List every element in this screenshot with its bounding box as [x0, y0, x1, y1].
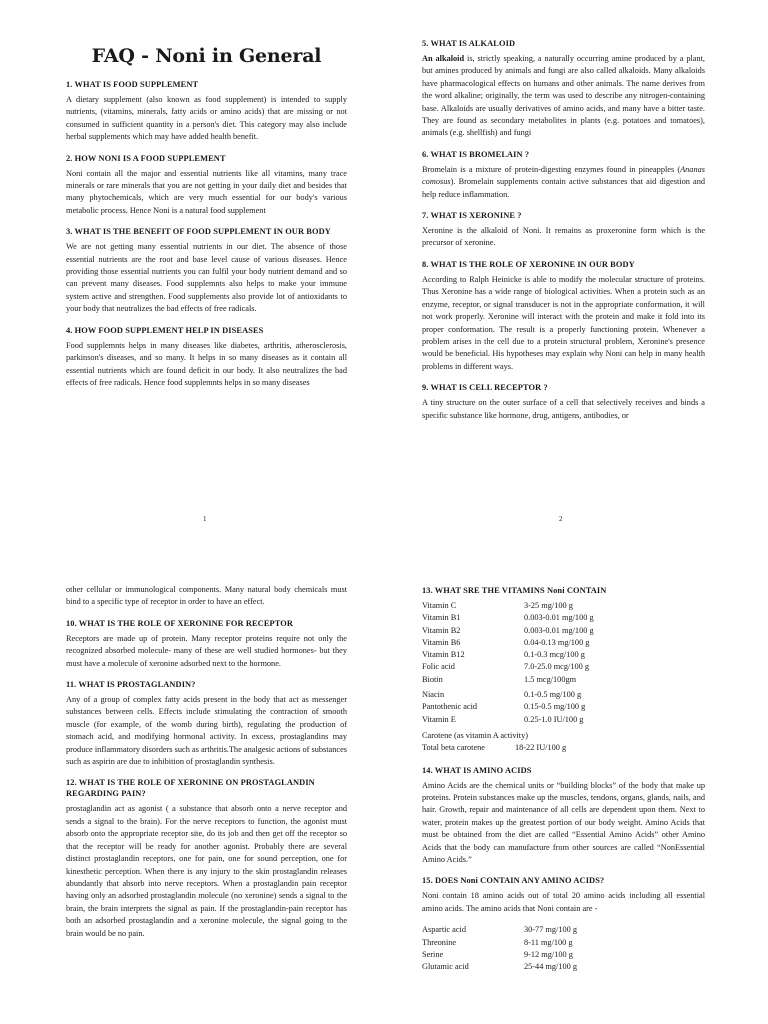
section-heading: 12. WHAT IS THE ROLE OF XERONINE ON PROSTAGLANDIN REGARDING PAIN? — [66, 778, 315, 799]
section-heading: 8. WHAT IS THE ROLE OF XERONINE IN OUR BODY — [422, 259, 635, 269]
section-body: A tiny structure on the outer surface of a cell that selectively receives and binds a specific substance like hormone, drug, antigens, antibodies, or — [422, 398, 705, 420]
table-row — [422, 714, 705, 726]
table-row — [422, 600, 705, 612]
vitamin-value: 7.0-25.0 mcg/100 g — [524, 662, 589, 672]
table-row — [422, 674, 705, 686]
table-row — [422, 649, 705, 661]
vitamin-name: Vitamin B6 — [422, 637, 461, 647]
beta-carotene-value: 18-22 IU/100 g — [515, 743, 567, 753]
vitamin-value: 0.15-0.5 mg/100 g — [524, 702, 586, 712]
amino-acid-value: 25-44 mg/100 g — [524, 962, 578, 972]
vitamin-name: Pantothenic acid — [422, 702, 478, 712]
section-body — [422, 53, 705, 140]
amino-acid-name: Glutamic acid — [422, 962, 469, 972]
table-row — [422, 661, 705, 673]
page-2 — [384, 0, 768, 523]
section-body: Receptors are made up of protein. Many receptor proteins require not only the recognized absorbed molecule- many of these are well studied hormones- but they must have a molecule of xeronine adsorbed next to the hormone. — [66, 633, 347, 668]
vitamin-name: Vitamin B2 — [422, 625, 461, 635]
table-row — [422, 924, 705, 936]
section-body: Any of a group of complex fatty acids present in the body that act as messenger substances between cells. Effects include stimulating the contraction of smooth muscle (for example, of the womb during birth), regulating the production of stomach acid, and modifying hormonal activity. In excess, prostaglandins may produce inflammatory disorders such as arthritis.The analgesic actions of substances such as aspirin are due to inhibition of prostaglandin synthesis. — [66, 695, 347, 767]
page-3 — [0, 512, 384, 1024]
page-1-content — [66, 0, 347, 398]
section-heading: 1. WHAT IS FOOD SUPPLEMENT — [66, 80, 199, 89]
document-title: FAQ - Noni in General — [91, 45, 322, 67]
section-body: A dietary supplement (also known as food supplement) is intended to supply nutrients, (vitamins, minerals, fatty acids or amino acids) that are missing or not consumed in sufficient quantity in a person's diet. This category may also include herbal supplements which may have added health benefit. — [66, 95, 347, 142]
table-row — [422, 961, 705, 973]
table-row — [422, 686, 705, 701]
table-row — [422, 937, 705, 949]
page-4 — [384, 512, 768, 1024]
vitamin-name: Vitamin B1 — [422, 613, 461, 623]
beta-carotene-row — [422, 742, 705, 754]
amino-acid-value: 30-77 mg/100 g — [524, 925, 578, 935]
section-body: Noni contain 18 amino acids out of total 20 amino acids including all essential amino acids. The amino acids that Noni contain are - — [422, 891, 705, 913]
vitamin-name: Biotin — [422, 674, 443, 684]
section-body: We are not getting many essential nutrients in our diet. The absence of those essential nutrients are the root and base level cause of various diseases. Hence providing those essential nutrients you can fulfil your body nutrient demand and so can prevent many diseases. Food supplemnts also helps to make your immune system active and strengthen. Food supplements also provide lot of antioxidants to your body that neutralizes the bad effects of free radicals. — [66, 242, 347, 314]
vitamin-name: Folic acid — [422, 662, 455, 672]
vitamin-value: 1.5 mcg/100gm — [524, 674, 577, 684]
section-heading: 5. WHAT IS ALKALOID — [422, 39, 516, 48]
table-row — [422, 637, 705, 649]
section-body: Xeronine is the alkaloid of Noni. It remains as proxeronine form which is the precursor of xeronine. — [422, 226, 705, 248]
section-heading: 6. WHAT IS BROMELAIN ? — [422, 149, 530, 159]
page-1 — [0, 0, 384, 523]
section-heading: 4. HOW FOOD SUPPLEMENT HELP IN DISEASES — [66, 325, 264, 335]
beta-carotene-name: Total beta carotene — [422, 743, 485, 753]
vitamin-value: 0.003-0.01 mg/100 g — [524, 625, 594, 635]
page-2-content — [422, 38, 705, 431]
page-4-content — [422, 585, 705, 977]
section-heading: 13. WHAT SRE THE VITAMINS Noni CONTAIN — [422, 586, 607, 595]
vitamin-table — [422, 600, 705, 726]
section-body: According to Ralph Heinicke is able to modify the molecular structure of proteins. Thus Xeronine has a wide range of biological activities. When a protein such as an enzyme, receptor, or signal transducer is not in the appropriate conformation, it will not work properly. Xeronine will interact with the protein and make it fold into its proper conformation. The result is a properly functioning protein. Whenever a problem arises in the cell due to a protein structural problem, Xeronine's presence would be beneficial. His hypotheses may explain why Noni can help in many health problems in different ways. — [422, 274, 705, 371]
vitamin-name: Vitamin C — [422, 601, 457, 610]
vitamin-value: 0.1-0.5 mg/100 g — [524, 690, 582, 700]
continuation-text: other cellular or immunological components. Many natural body chemicals must bind to a specific type of receptor in order to have an effect. — [66, 585, 347, 607]
amino-acid-value: 9-12 mg/100 g — [524, 949, 573, 959]
section-body — [422, 164, 705, 201]
table-row — [422, 612, 705, 624]
table-row — [422, 949, 705, 961]
bromelain-body-after: ). Bromelain supplements contain active substances that aid digestion and help reduce inflammation. — [422, 177, 705, 199]
section-heading: 15. DOES Noni CONTAIN ANY AMINO ACIDS? — [422, 876, 605, 886]
alkaloid-lead: An alkaloid — [422, 54, 465, 63]
section-heading: 7. WHAT IS XERONINE ? — [422, 211, 522, 221]
section-heading: 9. WHAT IS CELL RECEPTOR ? — [422, 383, 548, 393]
carotene-note: Carotene (as vitamin A activity) — [422, 730, 528, 740]
section-heading: 10. WHAT IS THE ROLE OF XERONINE FOR RECEPTOR — [66, 618, 294, 628]
amino-acid-name: Serine — [422, 949, 444, 959]
vitamin-value: 0.1-0.3 mcg/100 g — [524, 650, 585, 660]
table-row — [422, 701, 705, 713]
alkaloid-body: is, strictly speaking, a naturally occurring amine produced by a plant, but amines produced by animals and fungi are also called alkaloids. Many alkaloids have pharmacological effects on humans and other animals. The name derives from the word alkaline; originally, the term was used to describe any nitrogen-containing base. Alkaloids are usually derivatives of amino acids, and many have a bitter taste. They are found as secondary metabolites in plants (e.g. potatoes and tomatoes), animals (e.g. shellfish) and fungi — [422, 54, 705, 138]
vitamin-name: Niacin — [422, 690, 445, 700]
vitamin-name: Vitamin B12 — [422, 650, 465, 660]
section-heading: 2. HOW NONI IS A FOOD SUPPLEMENT — [66, 153, 226, 163]
section-body: Noni contain all the major and essential nutrients like all vitamins, many trace minerals or rare minerals that you are not getting in your daily diet and besides that many phytochemicals, which are very much essential for our body's various metabolic process. Hence Noni is a natural food supplement — [66, 168, 347, 215]
section-heading: 11. WHAT IS PROSTAGLANDIN? — [66, 680, 196, 690]
amino-acid-name: Aspartic acid — [422, 925, 467, 935]
vitamin-value: 0.25-1.0 IU/100 g — [524, 714, 584, 724]
section-body: prostaglandin act as agonist ( a substance that absorb onto a nerve receptor and sends a signal to the brain). For the nerve receptors to function, the agonist must absorb onto the appropriate receptor site, do its job and then get off the receptor so that the receptor will be ready for another agonist. Probably there are several distinct prostaglandin receptors, one for pain, one for sound perception, one for kinesthetic perception. When there is any injury to the skin prostaglandin releases abundantly that absorb into nerve receptors. When a prostaglandin pain receptor having only an adsorbed prostaglandin molecule (no xeronine) sends a signal to the brain, the brain interprets the signal as pain. If the prostaglandin-pain receptor has both an adsorbed prostaglandin and a xeronine molecule, the signal going to the brain would be no pain. — [66, 804, 347, 938]
amino-acid-value: 8-11 mg/100 g — [524, 937, 573, 947]
amino-acid-name: Threonine — [422, 937, 457, 947]
section-heading: 3. WHAT IS THE BENEFIT OF FOOD SUPPLEMENT IN OUR BODY — [66, 227, 331, 237]
vitamin-value: 0.04-0.13 mg/100 g — [524, 637, 590, 647]
page-number: 2 — [559, 515, 563, 523]
section-body: Amino Acids are the chemical units or “building blocks” of the body that make up proteins. Protein substances make up the muscles, tendons, organs, glands, nails, and hair. Growth, repair and maintenance of all cells are dependent upon them. Next to water, protein makes up the greatest portion of our body weight. Amino Acids that must be obtained from the diet are called “Essential Amino Acids” other Amino Acids that the body can manufacture from other sources are called “NonEssential Amino Acids.” — [422, 780, 705, 864]
vitamin-name: Vitamin E — [422, 714, 456, 724]
bromelain-body-before: Bromelain is a mixture of protein-digesting enzymes found in pineapples ( — [422, 164, 681, 174]
bromelain-species: Ananas comosus — [422, 164, 705, 187]
page-number: 1 — [203, 515, 207, 523]
table-row — [422, 625, 705, 637]
vitamin-value: 0.003-0.01 mg/100 g — [524, 613, 594, 623]
amino-acid-table — [422, 924, 705, 973]
section-body: Food supplemnts helps in many diseases like diabetes, arthritis, atherosclerosis, parkinson's diseases, and so many. It helps in so many diseases as it contain all essential nutrients which are found deficit in our body. It also neutralizes the bad effects of free radicals. Hence food supplemnts helps in so many diseases — [66, 340, 347, 387]
page-3-content — [66, 584, 347, 949]
section-heading: 14. WHAT IS AMINO ACIDS — [422, 765, 532, 775]
vitamin-value: 3-25 mg/100 g — [524, 601, 573, 610]
